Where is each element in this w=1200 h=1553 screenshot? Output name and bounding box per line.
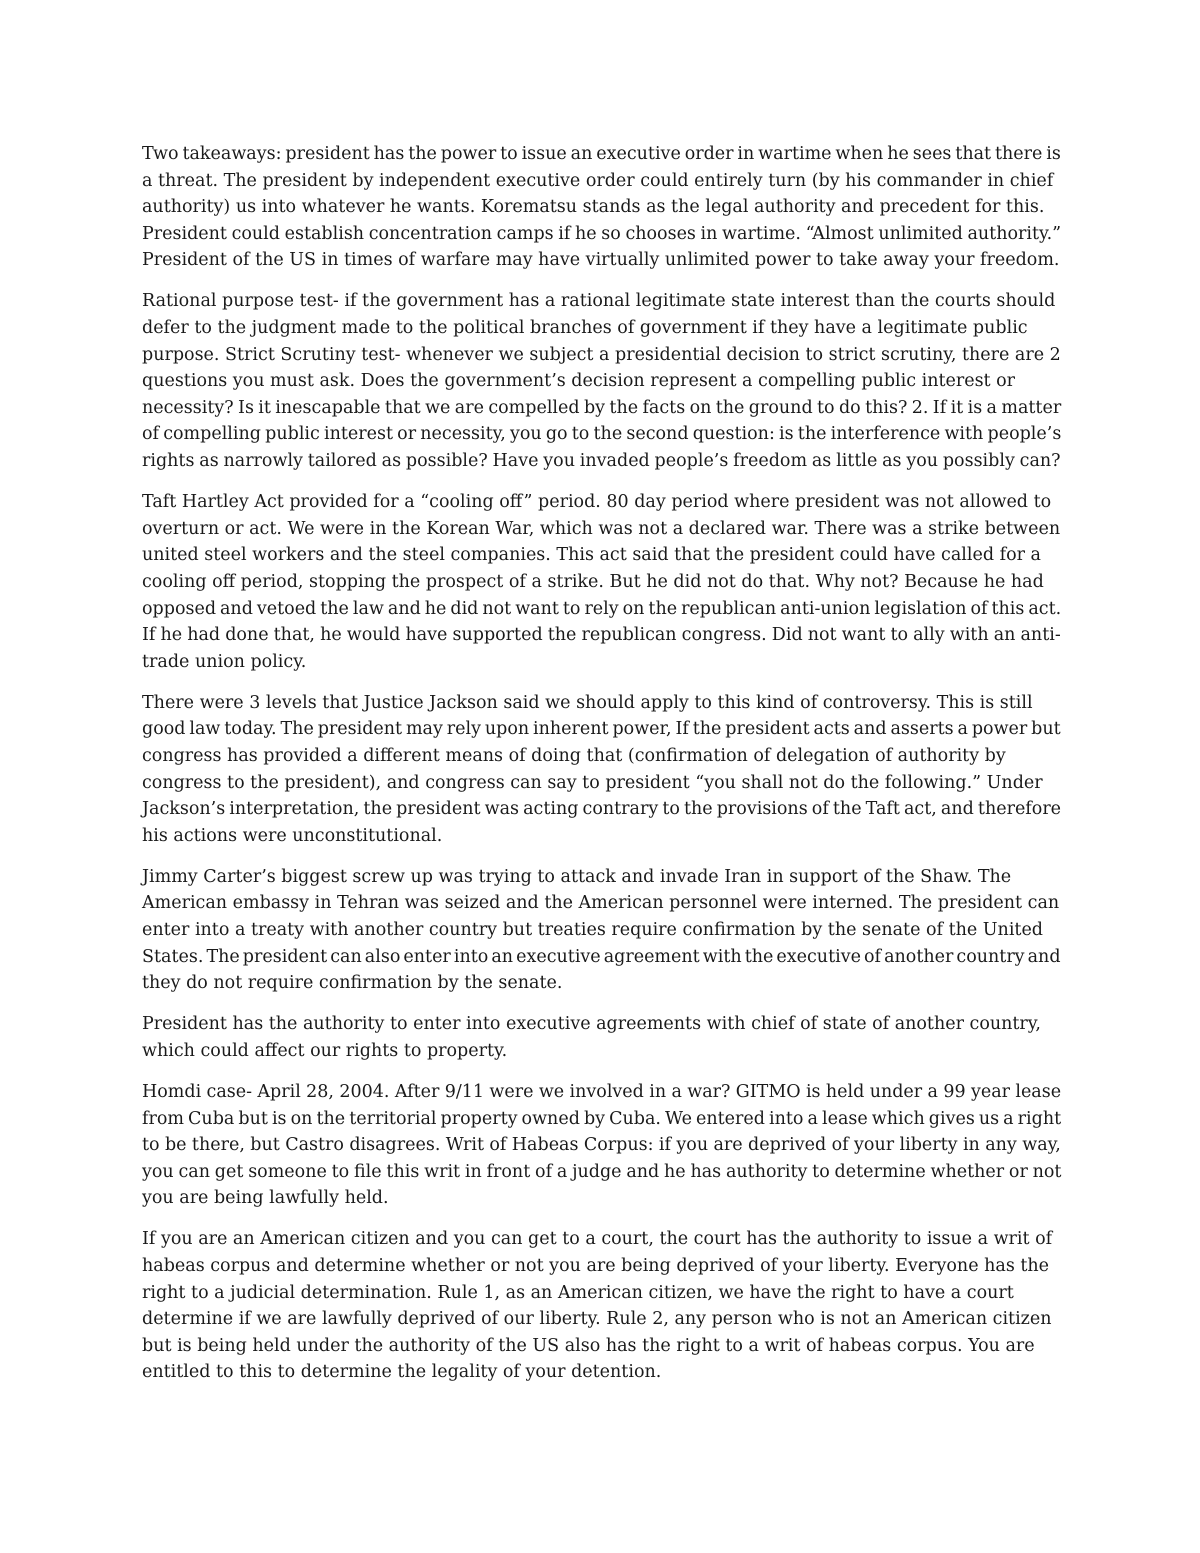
text-line: Jackson’s interpretation, the president was acting contrary to the provisions of the Taft act, and therefore (142, 799, 1062, 820)
text-line: united steel workers and the steel companies. This act said that the president could have called for a (142, 545, 1041, 566)
text-line: from Cuba but is on the territorial property owned by Cuba. We entered into a lease which gives us a right (142, 1108, 1062, 1129)
text-line: enter into a treaty with another country but treaties require confirmation by the senate of the United (142, 920, 1044, 941)
text-line: Homdi case- April 28, 2004. After 9/11 were we involved in a war? GITMO is held under a 99 year lease (142, 1082, 1062, 1102)
text-line: defer to the judgment made to the political branches of government if they have a legitimate public (142, 318, 1028, 339)
text-line: congress to the president), and congress can say to president “you shall not do the following.” Under (142, 772, 1043, 793)
paragraph-jackson-levels (142, 690, 1062, 850)
text-line: rights as narrowly tailored as possible? Have you invaded people’s freedom as little as you possibly can? (142, 451, 1061, 472)
text-line: which could affect our rights to property. (142, 1040, 508, 1061)
paragraph-executive-order-takeaways (142, 141, 1062, 274)
text-line: questions you must ask. Does the government’s decision represent a compelling public interest or (142, 371, 1016, 392)
text-line: Rational purpose test- if the government has a rational legitimate state interest than the courts should (142, 291, 1056, 312)
text-line: opposed and vetoed the law and he did not want to rely on the republican anti-union legislation of this act. (142, 598, 1062, 619)
text-line: President of the US in times of warfare may have virtually unlimited power to take away your freedom. (142, 250, 1060, 271)
text-line: entitled to this to determine the legality of your detention. (142, 1362, 662, 1383)
text-line: right to a judicial determination. Rule 1, as an American citizen, we have the right to have a court (142, 1282, 1014, 1303)
paragraph-scrutiny-tests (142, 288, 1062, 474)
text-line: President has the authority to enter into executive agreements with chief of state of another country, (142, 1014, 1041, 1035)
text-line: If you are an American citizen and you can get to a court, the court has the authority to issue a writ of (142, 1229, 1053, 1250)
text-line: good law today. The president may rely upon inherent power, If the president acts and asserts a power but (142, 719, 1061, 740)
text-line: a threat. The president by independent executive order could entirely turn (by his commander in chief (142, 170, 1054, 191)
text-line: his actions were unconstitutional. (142, 825, 443, 846)
paragraph-carter-iran (142, 864, 1062, 997)
text-line: cooling off period, stopping the prospect of a strike. But he did not do that. Why not? Because he had (142, 571, 1044, 592)
text-line: trade union policy. (142, 651, 307, 672)
text-line: States. The president can also enter into an executive agreement with the executive of another country and (142, 946, 1061, 967)
text-line: Two takeaways: president has the power to issue an executive order in wartime when he sees that there is (142, 144, 1061, 164)
text-line: they do not require confirmation by the senate. (142, 973, 563, 994)
text-line: purpose. Strict Scrutiny test- whenever we subject a presidential decision to strict scrutiny, there are 2 (142, 344, 1061, 365)
document-body (142, 141, 1062, 1401)
paragraph-executive-agreements (142, 1011, 1062, 1064)
text-line: determine if we are lawfully deprived of our liberty. Rule 2, any person who is not an American citizen (142, 1309, 1052, 1330)
text-line: to be there, but Castro disagrees. Writ of Habeas Corpus: if you are deprived of your liberty in any way, (142, 1135, 1061, 1156)
text-line: If he had done that, he would have supported the republican congress. Did not want to ally with an anti- (142, 625, 1061, 646)
text-line: Jimmy Carter’s biggest screw up was trying to attack and invade Iran in support of the Shaw. The (142, 866, 1012, 887)
text-line: Taft Hartley Act provided for a “cooling off” period. 80 day period where president was not allowed to (142, 492, 1052, 513)
text-line: you can get someone to file this writ in front of a judge and he has authority to determine whether or not (142, 1161, 1062, 1182)
text-line: overturn or act. We were in the Korean War, which was not a declared war. There was a strike between (142, 518, 1061, 539)
text-line: American embassy in Tehran was seized and the American personnel were interned. The president can (142, 893, 1060, 914)
text-line: authority) us into whatever he wants. Korematsu stands as the legal authority and precedent for this. (142, 197, 1045, 218)
text-line: you are being lawfully held. (142, 1188, 389, 1209)
text-line: of compelling public interest or necessity, you go to the second question: is the interference with people’s (142, 424, 1062, 445)
text-line: There were 3 levels that Justice Jackson said we should apply to this kind of controversy. This is still (142, 692, 1033, 713)
text-line: habeas corpus and determine whether or not you are being deprived of your liberty. Everyone has the (142, 1256, 1050, 1277)
paragraph-taft-hartley (142, 489, 1062, 675)
text-line: President could establish concentration camps if he so chooses in wartime. “Almost unlimited authority.” (142, 223, 1062, 244)
paragraph-homdi-case (142, 1079, 1062, 1212)
text-line: but is being held under the authority of the US also has the right to a writ of habeas corpus. You are (142, 1335, 1035, 1356)
paragraph-habeas-corpus-rules (142, 1226, 1062, 1386)
text-line: necessity? Is it inescapable that we are compelled by the facts on the ground to do this? 2. If it is a matter (142, 397, 1062, 418)
text-line: congress has provided a different means of doing that (confirmation of delegation of authority by (142, 745, 1006, 766)
